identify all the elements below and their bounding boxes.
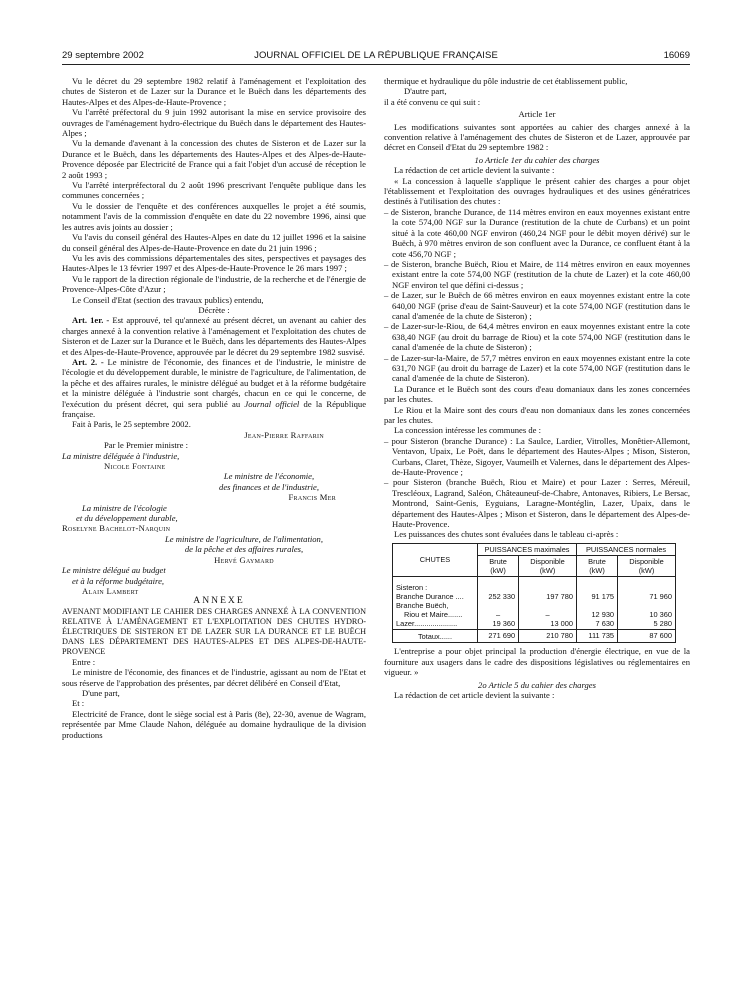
col-max-brute	[478, 576, 519, 629]
table-cell: 71 960	[649, 591, 672, 601]
vu-paragraph: Vu le dossier de l'enquête et des conférences auxquelles le projet a été soumis, notamment l'avis de la commission d'enquête en date du 22 novembre 1996, ainsi que les autres avis joints au dossier ;	[62, 200, 366, 232]
article-1	[62, 315, 366, 357]
header-date: 29 septembre 2002	[62, 50, 144, 61]
total-cell: 87 600	[618, 629, 676, 642]
row-label-line: Branche Buëch,	[396, 600, 449, 610]
continuation-text: thermique et hydraulique du pôle industrie de cet établissement public,	[384, 76, 628, 86]
chute-item: – de Lazer-sur-la-Maire, de 57,7 mètres environ en eaux moyennes existant entre la cote 631,70 NGF (au droit du barrage de Lazer) et la cote 574,00 NGF (restitution dans le canal d'amenée de la chute de Sisteron).	[384, 352, 690, 384]
table-row	[393, 576, 676, 629]
table-cell: 252 330	[488, 591, 516, 601]
signatory-title: Le ministre de l'économie,	[223, 471, 315, 482]
table-cell: –	[545, 609, 550, 619]
signatory-name: Francis Mer	[288, 492, 336, 503]
row-label-line: Branche Durance ....	[396, 591, 464, 601]
vu-paragraph: Vu l'avis du conseil général des Hautes-Alpes en date du 12 juillet 1996 et la saisine du conseil général des Alpes-de-Haute-Provence en date du 21 juin 1996 ;	[62, 232, 366, 253]
vu-paragraph: Vu le décret du 29 septembre 1982 relatif à l'aménagement et l'exploitation des chutes de Sisteron et de Lazer sur la Durance et le Buëch dans les départements des Hautes-Alpes et des Alpes-de-Haute-Provence ;	[62, 76, 366, 107]
article-2-label: Art. 2. -	[72, 356, 104, 367]
table-cell: 10 360	[649, 609, 672, 619]
signatory-title: de la pêche et des affaires rurales,	[184, 544, 304, 555]
vu-paragraph: Vu la demande d'avenant à la concession des chutes de Sisteron et de Lazer sur la Durance et le Buëch, dans les départements des Hautes-Alpes et des Alpes-de-Haute-Provence déposée par Electricité de France qui a fait l'objet d'un accusé de réception le 2 août 1993 ;	[62, 138, 366, 180]
signatory-name: Hervé Gaymard	[214, 554, 274, 565]
table-cell: 19 360	[492, 618, 516, 628]
article-2	[62, 357, 366, 419]
header-title: JOURNAL OFFICIEL DE LA RÉPUBLIQUE FRANÇAISE	[254, 50, 498, 61]
decrete-heading: Décrète :	[198, 304, 230, 315]
modifications-paragraph: Les modifications suivantes sont apportées au cahier des charges annexé à la convention relative à l'aménagement des chutes de Sisteron et de Lazer, approuvée par décret en Conseil d'Etat du 29 septembre 1982 :	[384, 121, 690, 153]
entre-text: Le ministre de l'économie, des finances et de l'industrie, agissant au nom de l'Etat et sous réserve de l'approbation des présentes, par décret délibéré en Conseil d'Etat,	[62, 667, 366, 688]
table-header-chutes: CHUTES	[393, 543, 478, 576]
table-header-brute: Brute (kW)	[576, 555, 617, 576]
annexe-heading: ANNEXE	[193, 595, 245, 607]
entre-label: Entre :	[72, 656, 96, 667]
dune-part: D'une part,	[82, 687, 120, 698]
row-label	[393, 576, 478, 629]
par-premier-ministre: Par le Premier ministre :	[104, 440, 189, 451]
table-cell: 91 175	[591, 591, 615, 601]
signatory-title: La ministre déléguée à l'industrie,	[62, 450, 180, 461]
puissances-intro: Les puissances des chutes sont évaluées dans le tableau ci-après :	[394, 529, 619, 540]
power-table	[392, 543, 676, 643]
signatory-name: Alain Lambert	[82, 585, 139, 596]
redaction-text: La rédaction de cet article devient la suivante :	[394, 165, 555, 176]
table-header-brute: Brute (kW)	[478, 555, 519, 576]
dautre-part: D'autre part,	[404, 86, 447, 97]
quote-paragraph: « La concession à laquelle s'applique le présent cahier des charges a pour objet l'établissement et l'exploitation des ouvrages hydrauliques et des usines génératrices destinés à l'utilisation des chutes :	[384, 175, 690, 207]
et-label: Et :	[72, 698, 85, 709]
vu-paragraph: Vu les avis des commissions départementales des sites, perspectives et paysages des Hautes-Alpes le 13 février 1997 et des Alpes-de-Haute-Provence le 26 mars 1997 ;	[62, 252, 366, 274]
chute-item: – de Sisteron, branche Durance, de 114 mètres environ en eaux moyennes existant entre la cote 574,00 NGF sur la Durance (restitution de la chute de Curbans) et un point situé à la cote 460,00 NGF environ (460,24 NGF pour le débit moyen dérivé) sur le Buëch, à 970 mètres environ de son confluent avec la Durance, ce confluent étant à la cote 456,70 NGF ;	[384, 206, 690, 259]
col-max-dispo	[519, 576, 577, 629]
article-1-heading: Article 1er	[518, 109, 556, 120]
chute-item: – de Sisteron, branche Buëch, Riou et Maire, de 114 mètres environ en eaux moyennes existant entre la cote 574,00 NGF (restitution de la chute de Lazer) et la cote 460,00 NGF environ tel que défini ci-dessus ;	[384, 258, 690, 290]
total-label: Totaux......	[393, 629, 478, 642]
communes-item: – pour Sisteron (branche Buëch, Riou et Maire) et pour Lazer : Serres, Méreuil, Trescléoux, Lagrand, Saléon, Châteauneuf-de-Chabre, Antonaves, Ribiers, Le Bersac, Montrond, Saint-Genis, Eyguians, Laragne-Montéglin, Lazer, Upaix, dans le département des Hautes-Alpes ; Mison et Sisteron, dans le département des Alpes-de-Haute-Provence.	[384, 477, 690, 530]
journal-officiel-link: Journal officiel	[244, 398, 300, 409]
signatory-title: Le ministre de l'agriculture, de l'alimentation,	[165, 533, 323, 544]
table-header-disponible: Disponible (kW)	[618, 555, 676, 576]
signature-prime-minister: Jean-Pierre Raffarin	[244, 429, 324, 440]
table-header-normal: PUISSANCES normales	[576, 543, 675, 555]
vu-paragraph: Vu le rapport de la direction régionale de l'industrie, de la recherche et de l'énergie de Provence-Alpes-Côte d'Azur ;	[62, 273, 366, 295]
table-cell: 12 930	[591, 609, 615, 619]
row-label-line: Riou et Maire.......	[404, 609, 463, 619]
chute-item: – de Lazer, sur le Buëch de 66 mètres environ en eaux moyennes existant entre la cote 640,00 NGF (prise d'eau de Saint-Sauveur) et la cote 574,00 NGF (restitution dans le canal d'amenée de la chute de Sisteron) ;	[384, 290, 690, 321]
convenu-text: il a été convenu ce qui suit :	[384, 96, 481, 107]
chute-item: – de Lazer-sur-le-Riou, de 64,4 mètres environ en eaux moyennes existant entre la cote 638,40 NGF (au droit du barrage de Riou) et la cote 574,00 NGF (restitution dans le canal d'amenée de la chute de Sisteron) ;	[384, 321, 690, 353]
signatory-title: des finances et de l'industrie,	[219, 481, 319, 492]
col-norm-brute	[576, 576, 617, 629]
signatory-title: et du développement durable,	[76, 513, 178, 524]
header-rule	[62, 64, 690, 65]
row-label-line: Sisteron :	[396, 582, 428, 592]
page-header	[62, 50, 690, 64]
subsection-heading-1: 1o Article 1er du cahier des charges	[474, 154, 600, 165]
vu-paragraph: Vu l'arrêté préfectoral du 9 juin 1992 autorisant la mise en service provisoire des ouvrages de l'aménagement hydro-électrique du Buëch dans le département des Hautes-Alpes ;	[62, 107, 366, 139]
right-column	[384, 76, 690, 700]
table-cell: 13 000	[550, 618, 573, 628]
durance-paragraph: La Durance et le Buëch sont des cours d'eau domaniaux dans les zones concernées par les chutes.	[384, 383, 690, 405]
signatory-name: Nicole Fontaine	[104, 461, 166, 472]
fait-a-paris: Fait à Paris, le 25 septembre 2002.	[72, 419, 191, 430]
article-2-text-end: de la République française.	[62, 398, 367, 419]
signatory-name: Roselyne Bachelot-Narquin	[62, 523, 171, 534]
entreprise-paragraph: L'entreprise a pour objet principal la production d'énergie électrique, en vue de la fourniture aux usagers dans le cadre des dispositions législatives ou réglementaires en vigueur. »	[384, 646, 690, 678]
avenant-title: AVENANT MODIFIANT LE CAHIER DES CHARGES ANNEXÉ À LA CONVENTION RELATIVE À L'AMÉNAGEMENT ET L'EXPLOITATION DES CHUTES HYDRO-ÉLECTRIQUES DE SISTERON ET DE LAZER SUR LA DURANCE ET LE BUËCH DANS LES DÉPARTEMENT DES HAUTES-ALPES ET DES ALPES-DE-HAUTE-PROVENCE	[62, 606, 366, 656]
signatory-title: et à la réforme budgétaire,	[72, 575, 165, 586]
subsection-heading-2: 2o Article 5 du cahier des charges	[478, 679, 596, 690]
communes-item: – pour Sisteron (branche Durance) : La Saulce, Lardier, Vitrolles, Monêtier-Allemont, Ventavon, Upaix, Le Poët, dans le département des Hautes-Alpes ; Mison, Sisteron, Curbans, Claret, Thèze, Sigoyer, Vaumeilh et Valernes, dans le département des Alpes-de-Haute-Provence ;	[384, 435, 690, 478]
vu-paragraph: Le Conseil d'Etat (section des travaux publics) entendu,	[72, 294, 264, 305]
total-cell: 111 735	[576, 629, 617, 642]
table-cell: –	[495, 609, 501, 619]
table-header-max: PUISSANCES maximales	[478, 543, 577, 555]
col-norm-dispo	[618, 576, 676, 629]
total-cell: 210 780	[519, 629, 577, 642]
article-1-label: Art. 1er. -	[72, 315, 110, 326]
redaction-text-2: La rédaction de cet article devient la suivante :	[394, 689, 555, 700]
table-header-disponible: Disponible (kW)	[519, 555, 577, 576]
total-cell: 271 690	[478, 629, 519, 642]
left-column	[62, 76, 366, 740]
table-total-row	[393, 629, 676, 642]
communes-intro: La concession intéresse les communes de :	[394, 425, 542, 436]
table-cell: 7 630	[595, 618, 615, 628]
row-label-line: Lazer.....................	[396, 618, 458, 628]
riou-paragraph: Le Riou et la Maire sont des cours d'eau non domaniaux dans les zones concernées par les chutes.	[384, 404, 690, 425]
table-cell: 5 280	[653, 618, 672, 628]
signatory-title: La ministre de l'écologie	[82, 502, 167, 513]
vu-paragraph: Vu l'arrêté interpréfectoral du 2 août 1996 prescrivant l'enquête publique dans les communes concernées ;	[62, 180, 366, 201]
header-page-number: 16069	[663, 50, 690, 61]
edf-paragraph: Electricité de France, dont le siège social est à Paris (8e), 22-30, avenue de Wagram, représentée par Mme Claude Nahon, déléguée au domaine hydraulique de la division productions	[62, 708, 366, 740]
table-cell: 197 780	[546, 591, 573, 601]
signatory-title: Le ministre délégué au budget	[62, 565, 166, 576]
article-2-text: Le ministre de l'économie, des finances et de l'industrie, le ministre de l'écologie et du développement durable, le ministre de l'agriculture, de l'alimentation, de la pêche et des affaires rurales, le ministre délégué au budget et à la réforme budgétaire et la ministre déléguée à l'industrie sont chargés, chacun en ce qui le concerne, de l'exécution du présent décret, qui sera publié au	[62, 356, 366, 409]
article-1-text: Est approuvé, tel qu'annexé au présent décret, un avenant au cahier des charges annexé à la convention relative à l'aménagement et l'exploitation des chutes de Sisteron et de Lazer sur la Durance et le Buëch, dans les départements des Hautes-Alpes et des Alpes-de-Haute-Provence, approuvée par le décret du 29 septembre 1982 susvisé.	[62, 315, 366, 357]
